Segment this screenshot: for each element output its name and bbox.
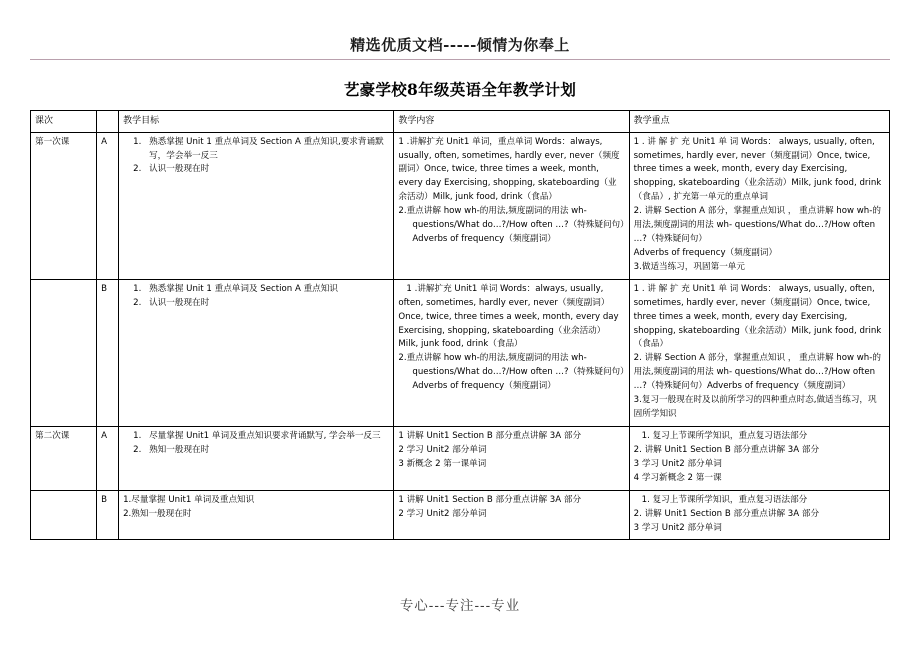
lesson-sub-label: A bbox=[97, 427, 119, 491]
teaching-plan-table bbox=[30, 110, 890, 540]
lesson-sub-label: A bbox=[97, 132, 119, 279]
goal-item: 1.尽量掌握 Unit1 单词及重点知识 bbox=[123, 494, 255, 505]
table-row bbox=[31, 490, 890, 540]
table-header-row bbox=[31, 111, 890, 133]
lesson-label bbox=[31, 490, 97, 540]
focus-item: 1 . 讲 解 扩 充 Unit1 单 词 Words： always, usually, often, sometimes, hardly ever, never（频度副词）Once, twice, three times a week, month, every day Exercising, shopping, skateboarding（业余活动）Milk, junk food, drink（食品）, 扩充第一单元的重点单词 bbox=[633, 136, 882, 203]
focus-item: 1. 复习上节课所学知识，重点复习语法部分 bbox=[641, 494, 808, 505]
content-cell bbox=[394, 132, 629, 279]
content-item: 2.重点讲解 how wh-的用法,频度副词的用法 wh-questions/What do…?/How often …?（特殊疑问句）Adverbs of frequency（频度副词） bbox=[398, 206, 625, 245]
goal-cell bbox=[119, 490, 394, 540]
content-item: 2.重点讲解 how wh-的用法,频度副词的用法 wh-questions/What do…?/How often …?（特殊疑问句）Adverbs of frequency（频度副词） bbox=[398, 353, 625, 392]
content-item: 1 .讲解扩充 Unit1 单词 Words：always, usually, often, sometimes, hardly ever, never（频度副词）Once, twice, three times a week, month, every day Exercising, shopping, skateboarding（业余活动）Milk, junk food, drink（食品） bbox=[398, 283, 619, 350]
content-item: 1 讲解 Unit1 Section B 部分重点讲解 3A 部分 bbox=[398, 494, 582, 505]
goal-item: 2. 熟知一般现在时 bbox=[144, 444, 389, 458]
content-item: 1 .讲解扩充 Unit1 单词，重点单词 Words：always, usually, often, sometimes, hardly ever, never（频度副词）Once, twice, three times a week, month, every day Exercising, shopping, skateboarding（业余活动）Milk, junk food, drink（食品） bbox=[398, 136, 620, 203]
lesson-label: 第二次课 bbox=[31, 427, 97, 491]
content-item: 2 学习 Unit2 部分单词 bbox=[398, 444, 487, 455]
table-row bbox=[31, 132, 890, 279]
column-header-lesson: 课次 bbox=[31, 111, 97, 133]
goal-item: 1. 熟悉掌握 Unit 1 重点单词及 Section A 重点知识,要求背诵默写，学会举一反三 bbox=[144, 136, 389, 164]
lesson-label bbox=[31, 279, 97, 426]
lesson-label: 第一次课 bbox=[31, 132, 97, 279]
focus-cell bbox=[629, 132, 889, 279]
header-banner-text: 精选优质文档-----倾情为你奉上 bbox=[350, 36, 570, 54]
focus-item: 2. 讲解 Unit1 Section B 部分重点讲解 3A 部分 bbox=[633, 508, 820, 519]
table-row bbox=[31, 279, 890, 426]
column-header-content: 教学内容 bbox=[394, 111, 629, 133]
focus-item: 2. 讲解 Unit1 Section B 部分重点讲解 3A 部分 bbox=[633, 444, 820, 455]
focus-item: 1 . 讲 解 扩 充 Unit1 单 词 Words： always, usually, often, sometimes, hardly ever, never（频度副词）Once, twice, three times a week, month, every day Exercising, shopping, skateboarding（业余活动）Milk, junk food, drink（食品） bbox=[633, 283, 882, 350]
goal-cell bbox=[119, 279, 394, 426]
focus-item: 4 学习新概念 2 第一课 bbox=[633, 472, 722, 483]
goal-cell bbox=[119, 132, 394, 279]
content-item: 1 讲解 Unit1 Section B 部分重点讲解 3A 部分 bbox=[398, 431, 582, 442]
content-cell bbox=[394, 427, 629, 491]
focus-item: 2. 讲解 Section A 部分，掌握重点知识 ， 重点讲解 how wh-的用法,频度副词的用法 wh- questions/What do…?/How often …?（特殊疑问句）Adverbs of frequency（频度副词） bbox=[633, 353, 881, 392]
content-cell bbox=[394, 279, 629, 426]
goal-item: 2. 认识一般现在时 bbox=[144, 297, 389, 311]
focus-item: Adverbs of frequency（频度副词） bbox=[633, 247, 778, 258]
content-cell bbox=[394, 490, 629, 540]
column-header-sub bbox=[97, 111, 119, 133]
focus-item: 1. 复习上节课所学知识，重点复习语法部分 bbox=[641, 431, 808, 442]
goal-item: 1. 熟悉掌握 Unit 1 重点单词及 Section A 重点知识 bbox=[144, 283, 389, 297]
goal-item: 2.熟知一般现在时 bbox=[123, 508, 192, 519]
focus-cell bbox=[629, 490, 889, 540]
goal-item: 1. 尽量掌握 Unit1 单词及重点知识要求背诵默写, 学会举一反三 bbox=[144, 430, 389, 444]
column-header-goal: 教学目标 bbox=[119, 111, 394, 133]
focus-item: 3.做适当练习，巩固第一单元 bbox=[633, 261, 745, 272]
focus-item: 2. 讲解 Section A 部分，掌握重点知识 ， 重点讲解 how wh-的用法,频度副词的用法 wh- questions/What do…?/How often …?（特殊疑问句） bbox=[633, 206, 881, 245]
document-header-banner bbox=[30, 0, 890, 64]
lesson-sub-label: B bbox=[97, 279, 119, 426]
focus-cell bbox=[629, 427, 889, 491]
content-item: 2 学习 Unit2 部分单词 bbox=[398, 508, 487, 519]
page-title: 艺豪学校8年级英语全年教学计划 bbox=[343, 80, 577, 99]
focus-item: 3.复习一般现在时及以前所学习的四种重点时态,做适当练习，巩固所学知识 bbox=[633, 395, 877, 420]
goal-item: 2. 认识一般现在时 bbox=[144, 163, 389, 177]
focus-cell bbox=[629, 279, 889, 426]
table-row bbox=[31, 427, 890, 491]
document-footer bbox=[0, 594, 920, 615]
focus-item: 3 学习 Unit2 部分单词 bbox=[633, 522, 722, 533]
goal-cell bbox=[119, 427, 394, 491]
lesson-sub-label: B bbox=[97, 490, 119, 540]
focus-item: 3 学习 Unit2 部分单词 bbox=[633, 458, 722, 469]
footer-text: 专心---专注---专业 bbox=[399, 598, 521, 614]
column-header-focus: 教学重点 bbox=[629, 111, 889, 133]
content-item: 3 新概念 2 第一课单词 bbox=[398, 458, 487, 469]
header-divider bbox=[30, 59, 890, 60]
